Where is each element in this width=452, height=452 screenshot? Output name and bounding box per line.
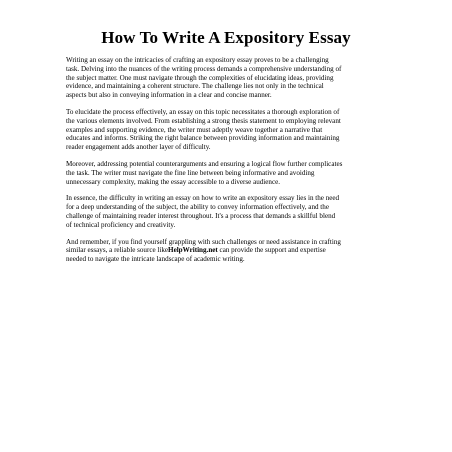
paragraph-5 [66,238,390,264]
line-text-before-link: similar essays, a reliable source like [66,246,169,255]
paragraph-4 [66,194,390,229]
paragraph-line: the various elements involved. From establishing a strong thesis statement to employing relevant [66,116,341,125]
document-body [66,56,390,272]
line-text-after-link: can provide the support and expertise [217,246,326,255]
paragraph-line: for a deep understanding of the subject, the ability to convey information effectively, and the [66,203,329,212]
paragraph-line: In essence, the difficulty in writing an essay on how to write an expository essay lies in the need [66,194,340,203]
paragraph-line: Moreover, addressing potential counterarguments and ensuring a logical flow further complicates [66,159,343,168]
paragraph-line: the subject matter. One must navigate through the complexities of elucidating ideas, providing [66,73,334,82]
paragraph-line: And remember, if you find yourself grappling with such challenges or need assistance in crafting [66,237,341,246]
paragraph-line: the task. The writer must navigate the fine line between being informative and avoiding [66,168,315,177]
paragraph-line: task. Delving into the nuances of the writing process demands a comprehensive understanding of [66,64,342,73]
document-title: How To Write A Expository Essay [101,28,351,47]
paragraph-line: educates and informs. Striking the right balance between providing information and maintaining [66,134,340,143]
paragraph-line: examples and supporting evidence, the writer must adeptly weave together a narrative that [66,125,323,134]
paragraph-2 [66,108,390,152]
paragraph-line: reader engagement adds another layer of difficulty. [66,143,211,152]
paragraph-1 [66,56,390,100]
paragraph-line: Writing an essay on the intricacies of crafting an expository essay proves to be a challenging [66,56,329,64]
paragraph-line: evidence, and maintaining a coherent structure. The challenge lies not only in the technical [66,82,324,91]
paragraph-line: To elucidate the process effectively, an essay on this topic necessitates a thorough exploration of [66,107,340,116]
paragraph-3 [66,160,390,186]
paragraph-line-with-link [66,246,390,255]
paragraph-line: of technical proficiency and creativity. [66,220,176,229]
helpwriting-link[interactable]: HelpWriting.net [168,246,218,255]
paragraph-line: aspects but also in conveying information in a clear and concise manner. [66,91,272,100]
paragraph-line: challenge of maintaining reader interest throughout. It's a process that demands a skillful blend [66,211,336,220]
paragraph-line: needed to navigate the intricate landscape of academic writing. [66,255,245,264]
paragraph-line: unnecessary complexity, making the essay accessible to a diverse audience. [66,177,281,186]
